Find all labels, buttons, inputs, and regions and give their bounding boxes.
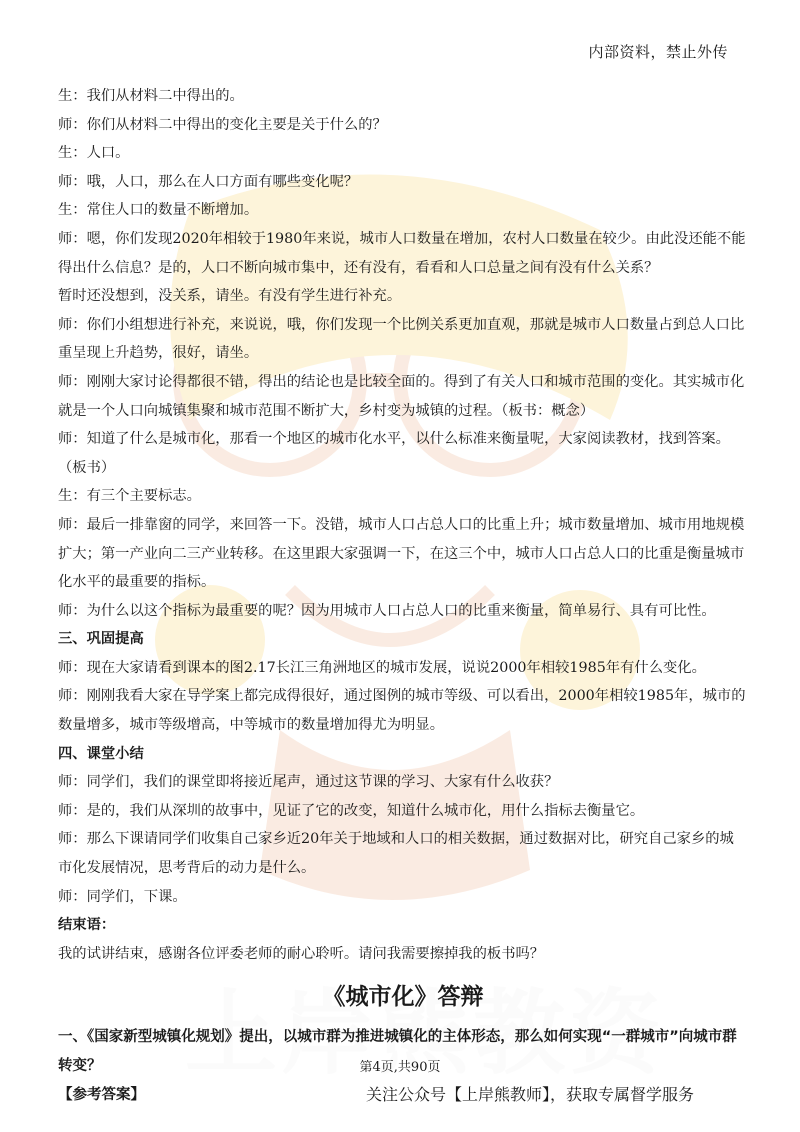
dialogue-line: 师：你们从材料二中得出的变化主要是关于什么的？ [58, 116, 387, 133]
section-heading-summary: 四、课堂小结 [58, 745, 144, 762]
answer-label: 【参考答案】 [58, 1086, 145, 1103]
dialogue-line: 生：常住人口的数量不断增加。 [58, 202, 259, 219]
dialogue-line: 师：你们小组想进行补充，来说说，哦，你们发现一个比例关系更加直观，那就是城市人口数量占到总人口比重呈现上升趋势，很好，请坐。 [58, 316, 745, 362]
dialogue-line: 生：有三个主要标志。 [58, 488, 201, 505]
dialogue-line: 生：我们从材料二中得出的。 [58, 88, 244, 104]
dialogue-line: 师：是的，我们从深圳的故事中，见证了它的改变，知道什么城市化，用什么指标去衡量它。 [58, 802, 645, 819]
section-heading-consolidate: 三、巩固提高 [58, 631, 144, 648]
closing-heading: 结束语： [58, 917, 116, 934]
dialogue-line: 师：那么下课请同学们收集自己家乡近20年关于地域和人口的相关数据，通过数据对比，研究自己家乡的城市化发展情况，思考背后的动力是什么。 [58, 831, 734, 877]
dialogue-line: 师：最后一排靠窗的同学，来回答一下。没错，城市人口占总人口的比重上升；城市数量增加、城市用地规模扩大；第一产业向二三产业转移。在这里跟大家强调一下，在这三个中，城市人口占总人口的比重是衡量城市化水平的最重要的指标。 [58, 516, 745, 591]
dialogue-line: 师：嗯，你们发现2020年相较于1980年来说，城市人口数量在增加，农村人口数量在较少。由此没还能不能得出什么信息？是的，人口不断向城市集中，还有没有，看看和人口总量之间有没有什么关系？ [58, 230, 746, 276]
dialogue-line: 暂时还没想到，没关系，请坐。有没有学生进行补充。 [58, 288, 402, 305]
dialogue-line: 师：知道了什么是城市化，那看一个地区的城市化水平，以什么标准来衡量呢，大家阅读教材，找到答案。（板书） [58, 431, 730, 476]
defense-question: 一、《国家新型城镇化规划》提出，以城市群为推进城镇化的主体形态，那么如何实现“一群城市”向城市群转变？ [58, 1029, 737, 1074]
dialogue-line: 师：为什么以这个指标为最重要的呢？因为用城市人口占总人口的比重来衡量，简单易行、具有可比性。 [58, 602, 716, 619]
footer-promo: 关注公众号【上岸熊教师】，获取专属督学服务 [365, 1085, 694, 1104]
closing-text: 我的试讲结束，感谢各位评委老师的耐心聆听。请问我需要擦掉我的板书吗？ [58, 945, 545, 962]
dialogue-line: 师：同学们，下课。 [58, 888, 187, 905]
header-note: 内部资料，禁止外传 [588, 43, 728, 61]
dialogue-line: 师：刚刚我看大家在导学案上都完成得很好，通过图例的城市等级、可以看出，2000年相较1985年，城市的数量增多，城市等级增高，中等城市的数量增加得尤为明显。 [58, 688, 746, 734]
dialogue-line: 师：刚刚大家讨论得都很不错，得出的结论也是比较全面的。得到了有关人口和城市范围的变化。其实城市化就是一个人口向城镇集聚和城市范围不断扩大，乡村变为城镇的过程。（板书：概念） [58, 373, 745, 419]
dialogue-line: 生：人口。 [58, 145, 130, 162]
dialogue-line: 师：哦，人口，那么在人口方面有哪些变化呢？ [58, 173, 359, 190]
document-body [58, 82, 748, 1109]
dialogue-paragraphs [58, 82, 748, 625]
page-number: 第4页,共90页 [359, 1060, 441, 1075]
dialogue-line: 师：同学们，我们的课堂即将接近尾声，通过这节课的学习、大家有什么收获？ [58, 774, 559, 791]
dialogue-line: 师：现在大家请看到课本的图2.17长江三角洲地区的城市发展，说说2000年相较1985年有什么变化。 [58, 659, 706, 676]
defense-title: 《城市化》答辩 [322, 983, 484, 1011]
